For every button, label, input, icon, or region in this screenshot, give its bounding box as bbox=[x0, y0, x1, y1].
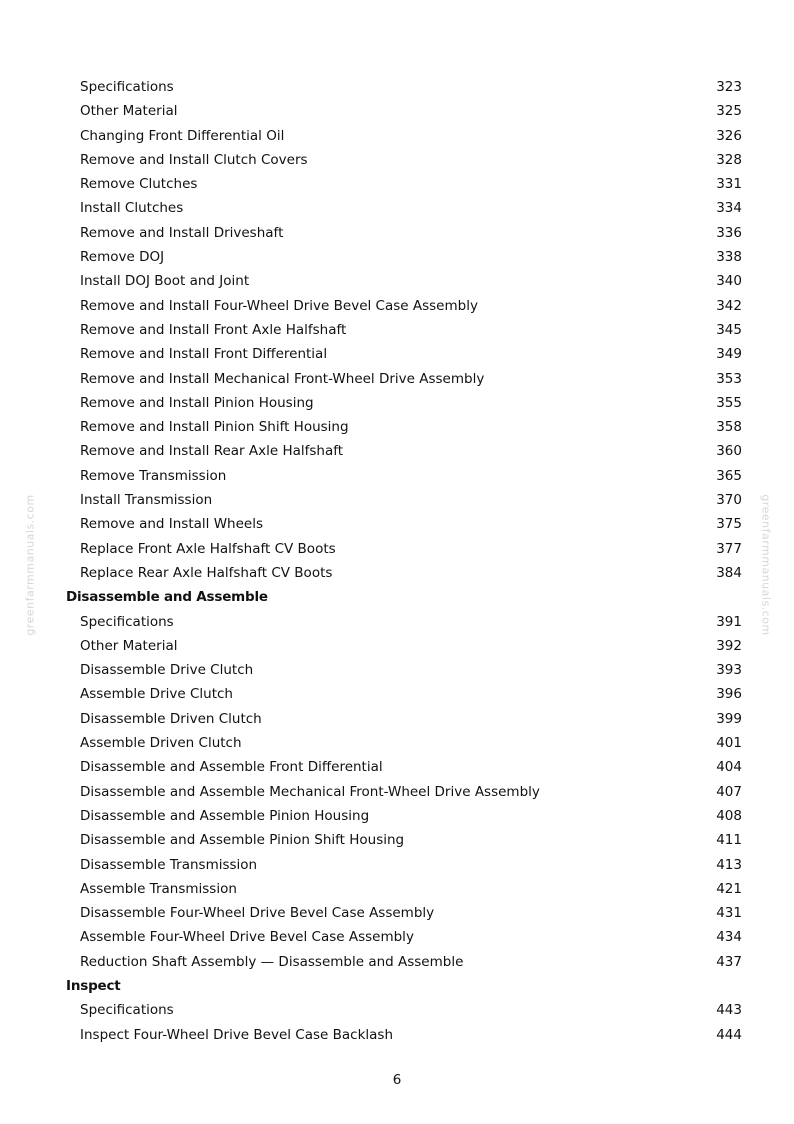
toc-entry-page-number: 411 bbox=[716, 832, 742, 849]
toc-entry[interactable] bbox=[0, 610, 794, 634]
toc-entry-title: Disassemble Driven Clutch bbox=[80, 710, 262, 727]
toc-entry[interactable] bbox=[0, 488, 794, 512]
toc-entry-page-number: 407 bbox=[716, 783, 742, 800]
toc-entry-page-number: 421 bbox=[716, 880, 742, 897]
toc-entry-title: Remove and Install Clutch Covers bbox=[80, 151, 308, 168]
toc-entry[interactable] bbox=[0, 99, 794, 123]
toc-entry[interactable] bbox=[0, 1023, 794, 1047]
toc-entry-title: Disassemble Drive Clutch bbox=[80, 662, 254, 679]
toc-entry[interactable] bbox=[0, 755, 794, 779]
toc-entry-title: Remove and Install Rear Axle Halfshaft bbox=[80, 443, 344, 460]
toc-entry-page-number: 365 bbox=[716, 467, 742, 484]
toc-entry-page-number: 401 bbox=[716, 735, 742, 752]
toc-entry[interactable] bbox=[0, 658, 794, 682]
toc-entry-title: Disassemble and Assemble Front Differential bbox=[80, 759, 383, 776]
toc-entry-page-number: 377 bbox=[716, 540, 742, 557]
toc-entry[interactable] bbox=[0, 464, 794, 488]
toc-entry[interactable] bbox=[0, 367, 794, 391]
toc-section-heading bbox=[0, 585, 794, 609]
toc-entry-title: Remove DOJ bbox=[80, 249, 165, 266]
toc-entry[interactable] bbox=[0, 342, 794, 366]
toc-entry-page-number: 443 bbox=[716, 1002, 742, 1019]
toc-entry-title: Disassemble and Assemble Pinion Shift Housing bbox=[80, 832, 405, 849]
toc-entry-title: Specifications bbox=[80, 1002, 174, 1019]
toc-entry-page-number: 404 bbox=[716, 759, 742, 776]
toc-entry[interactable] bbox=[0, 828, 794, 852]
toc-entry[interactable] bbox=[0, 853, 794, 877]
toc-entry[interactable] bbox=[0, 221, 794, 245]
toc-entry-title: Replace Rear Axle Halfshaft CV Boots bbox=[80, 564, 333, 581]
toc-entry[interactable] bbox=[0, 634, 794, 658]
toc-entry-title: Disassemble and Assemble Pinion Housing bbox=[80, 807, 370, 824]
toc-entry-title: Remove Transmission bbox=[80, 467, 227, 484]
toc-entry-title: Other Material bbox=[80, 103, 178, 120]
toc-entry-title: Remove and Install Mechanical Front-Wheel Drive Assembly bbox=[80, 370, 485, 387]
toc-entry-page-number: 328 bbox=[716, 151, 742, 168]
toc-entry-page-number: 340 bbox=[716, 273, 742, 290]
toc-entry-title: Disassemble and Assemble Mechanical Front-Wheel Drive Assembly bbox=[80, 783, 540, 800]
toc-entry-page-number: 444 bbox=[716, 1026, 742, 1043]
toc-entry-title: Other Material bbox=[80, 637, 178, 654]
toc-entry-page-number: 413 bbox=[716, 856, 742, 873]
toc-entry-page-number: 342 bbox=[716, 297, 742, 314]
toc-entry-page-number: 326 bbox=[716, 127, 742, 144]
toc-entry[interactable] bbox=[0, 172, 794, 196]
toc-entry-title: Disassemble Transmission bbox=[80, 856, 258, 873]
toc-entry[interactable] bbox=[0, 925, 794, 949]
toc-entry[interactable] bbox=[0, 124, 794, 148]
toc-entry-title: Install Transmission bbox=[80, 492, 213, 509]
toc-entry[interactable] bbox=[0, 537, 794, 561]
toc-entry[interactable] bbox=[0, 877, 794, 901]
toc-entry[interactable] bbox=[0, 998, 794, 1022]
toc-entry-page-number: 431 bbox=[716, 905, 742, 922]
toc-entry-page-number: 334 bbox=[716, 200, 742, 217]
toc-entry[interactable] bbox=[0, 294, 794, 318]
toc-entry-title: Remove and Install Pinion Shift Housing bbox=[80, 419, 349, 436]
toc-entry-page-number: 353 bbox=[716, 370, 742, 387]
toc-entry-page-number: 331 bbox=[716, 176, 742, 193]
toc-entry[interactable] bbox=[0, 196, 794, 220]
toc-entry[interactable] bbox=[0, 512, 794, 536]
toc-entry[interactable] bbox=[0, 780, 794, 804]
toc-entry-page-number: 396 bbox=[716, 686, 742, 703]
toc-entry[interactable] bbox=[0, 439, 794, 463]
toc-entry-page-number: 338 bbox=[716, 249, 742, 266]
toc-entry-page-number: 370 bbox=[716, 492, 742, 509]
toc-entry-title: Assemble Four-Wheel Drive Bevel Case Assembly bbox=[80, 929, 414, 946]
toc-entry-title: Install Clutches bbox=[80, 200, 184, 217]
toc-entry-page-number: 355 bbox=[716, 394, 742, 411]
toc-entry[interactable] bbox=[0, 950, 794, 974]
toc-entry-title: Reduction Shaft Assembly — Disassemble and Assemble bbox=[80, 953, 464, 970]
toc-entry-title: Remove and Install Driveshaft bbox=[80, 224, 284, 241]
page-number: 6 bbox=[392, 1072, 402, 1088]
toc-entry-title: Remove and Install Pinion Housing bbox=[80, 394, 314, 411]
toc-entry-title: Specifications bbox=[80, 79, 174, 95]
toc-entry-title: Remove and Install Wheels bbox=[80, 516, 263, 533]
toc-entry[interactable] bbox=[0, 318, 794, 342]
toc-entry-title: Install DOJ Boot and Joint bbox=[80, 273, 250, 290]
toc-entry-title: Inspect Four-Wheel Drive Bevel Case Backlash bbox=[80, 1026, 394, 1043]
toc-entry-title: Assemble Driven Clutch bbox=[80, 735, 242, 752]
toc-entry[interactable] bbox=[0, 731, 794, 755]
toc-entry[interactable] bbox=[0, 901, 794, 925]
toc-entry[interactable] bbox=[0, 269, 794, 293]
toc-entry[interactable] bbox=[0, 682, 794, 706]
toc-entry-page-number: 399 bbox=[716, 710, 742, 727]
toc-entry-page-number: 336 bbox=[716, 224, 742, 241]
toc-entry-title: Replace Front Axle Halfshaft CV Boots bbox=[80, 540, 336, 557]
toc-entry-title: Remove Clutches bbox=[80, 176, 198, 193]
toc-entry-page-number: 437 bbox=[716, 953, 742, 970]
toc-entry-page-number: 392 bbox=[716, 637, 742, 654]
toc-entry[interactable] bbox=[0, 391, 794, 415]
toc-entry-page-number: 325 bbox=[716, 103, 742, 120]
watermark-right: greenfarmmanuals.com bbox=[759, 494, 773, 636]
toc-entry-title: Remove and Install Front Axle Halfshaft bbox=[80, 321, 347, 338]
toc-heading-title: Disassemble and Assemble bbox=[66, 589, 268, 606]
toc-entry-page-number: 345 bbox=[716, 321, 742, 338]
toc-entry-page-number: 408 bbox=[716, 807, 742, 824]
toc-entry[interactable] bbox=[0, 804, 794, 828]
toc-entry-page-number: 393 bbox=[716, 662, 742, 679]
toc-entry-title: Assemble Drive Clutch bbox=[80, 686, 233, 703]
toc-entry-title: Assemble Transmission bbox=[80, 880, 237, 897]
toc-entry-page-number: 360 bbox=[716, 443, 742, 460]
toc-entry[interactable] bbox=[0, 245, 794, 269]
watermark-left: greenfarmmanuals.com bbox=[23, 494, 37, 636]
toc-entry-page-number: 384 bbox=[716, 564, 742, 581]
toc-entry-page-number: 375 bbox=[716, 516, 742, 533]
toc-section-heading bbox=[0, 974, 794, 998]
toc-entry[interactable] bbox=[0, 415, 794, 439]
toc-entry[interactable] bbox=[0, 561, 794, 585]
toc-entry[interactable] bbox=[0, 707, 794, 731]
toc-entry-page-number: 349 bbox=[716, 346, 742, 363]
table-of-contents bbox=[0, 75, 794, 1047]
toc-heading-title: Inspect bbox=[66, 977, 121, 994]
toc-entry-title: Disassemble Four-Wheel Drive Bevel Case Assembly bbox=[80, 905, 435, 922]
toc-entry-title: Changing Front Differential Oil bbox=[80, 127, 285, 144]
toc-entry-page-number: 434 bbox=[716, 929, 742, 946]
toc-entry-page-number: 391 bbox=[716, 613, 742, 630]
toc-entry-title: Remove and Install Front Differential bbox=[80, 346, 328, 363]
toc-entry-page-number: 323 bbox=[716, 79, 742, 95]
toc-entry-title: Specifications bbox=[80, 613, 174, 630]
toc-entry[interactable] bbox=[0, 75, 794, 99]
toc-entry[interactable] bbox=[0, 148, 794, 172]
toc-entry-title: Remove and Install Four-Wheel Drive Bevel Case Assembly bbox=[80, 297, 478, 314]
toc-entry-page-number: 358 bbox=[716, 419, 742, 436]
